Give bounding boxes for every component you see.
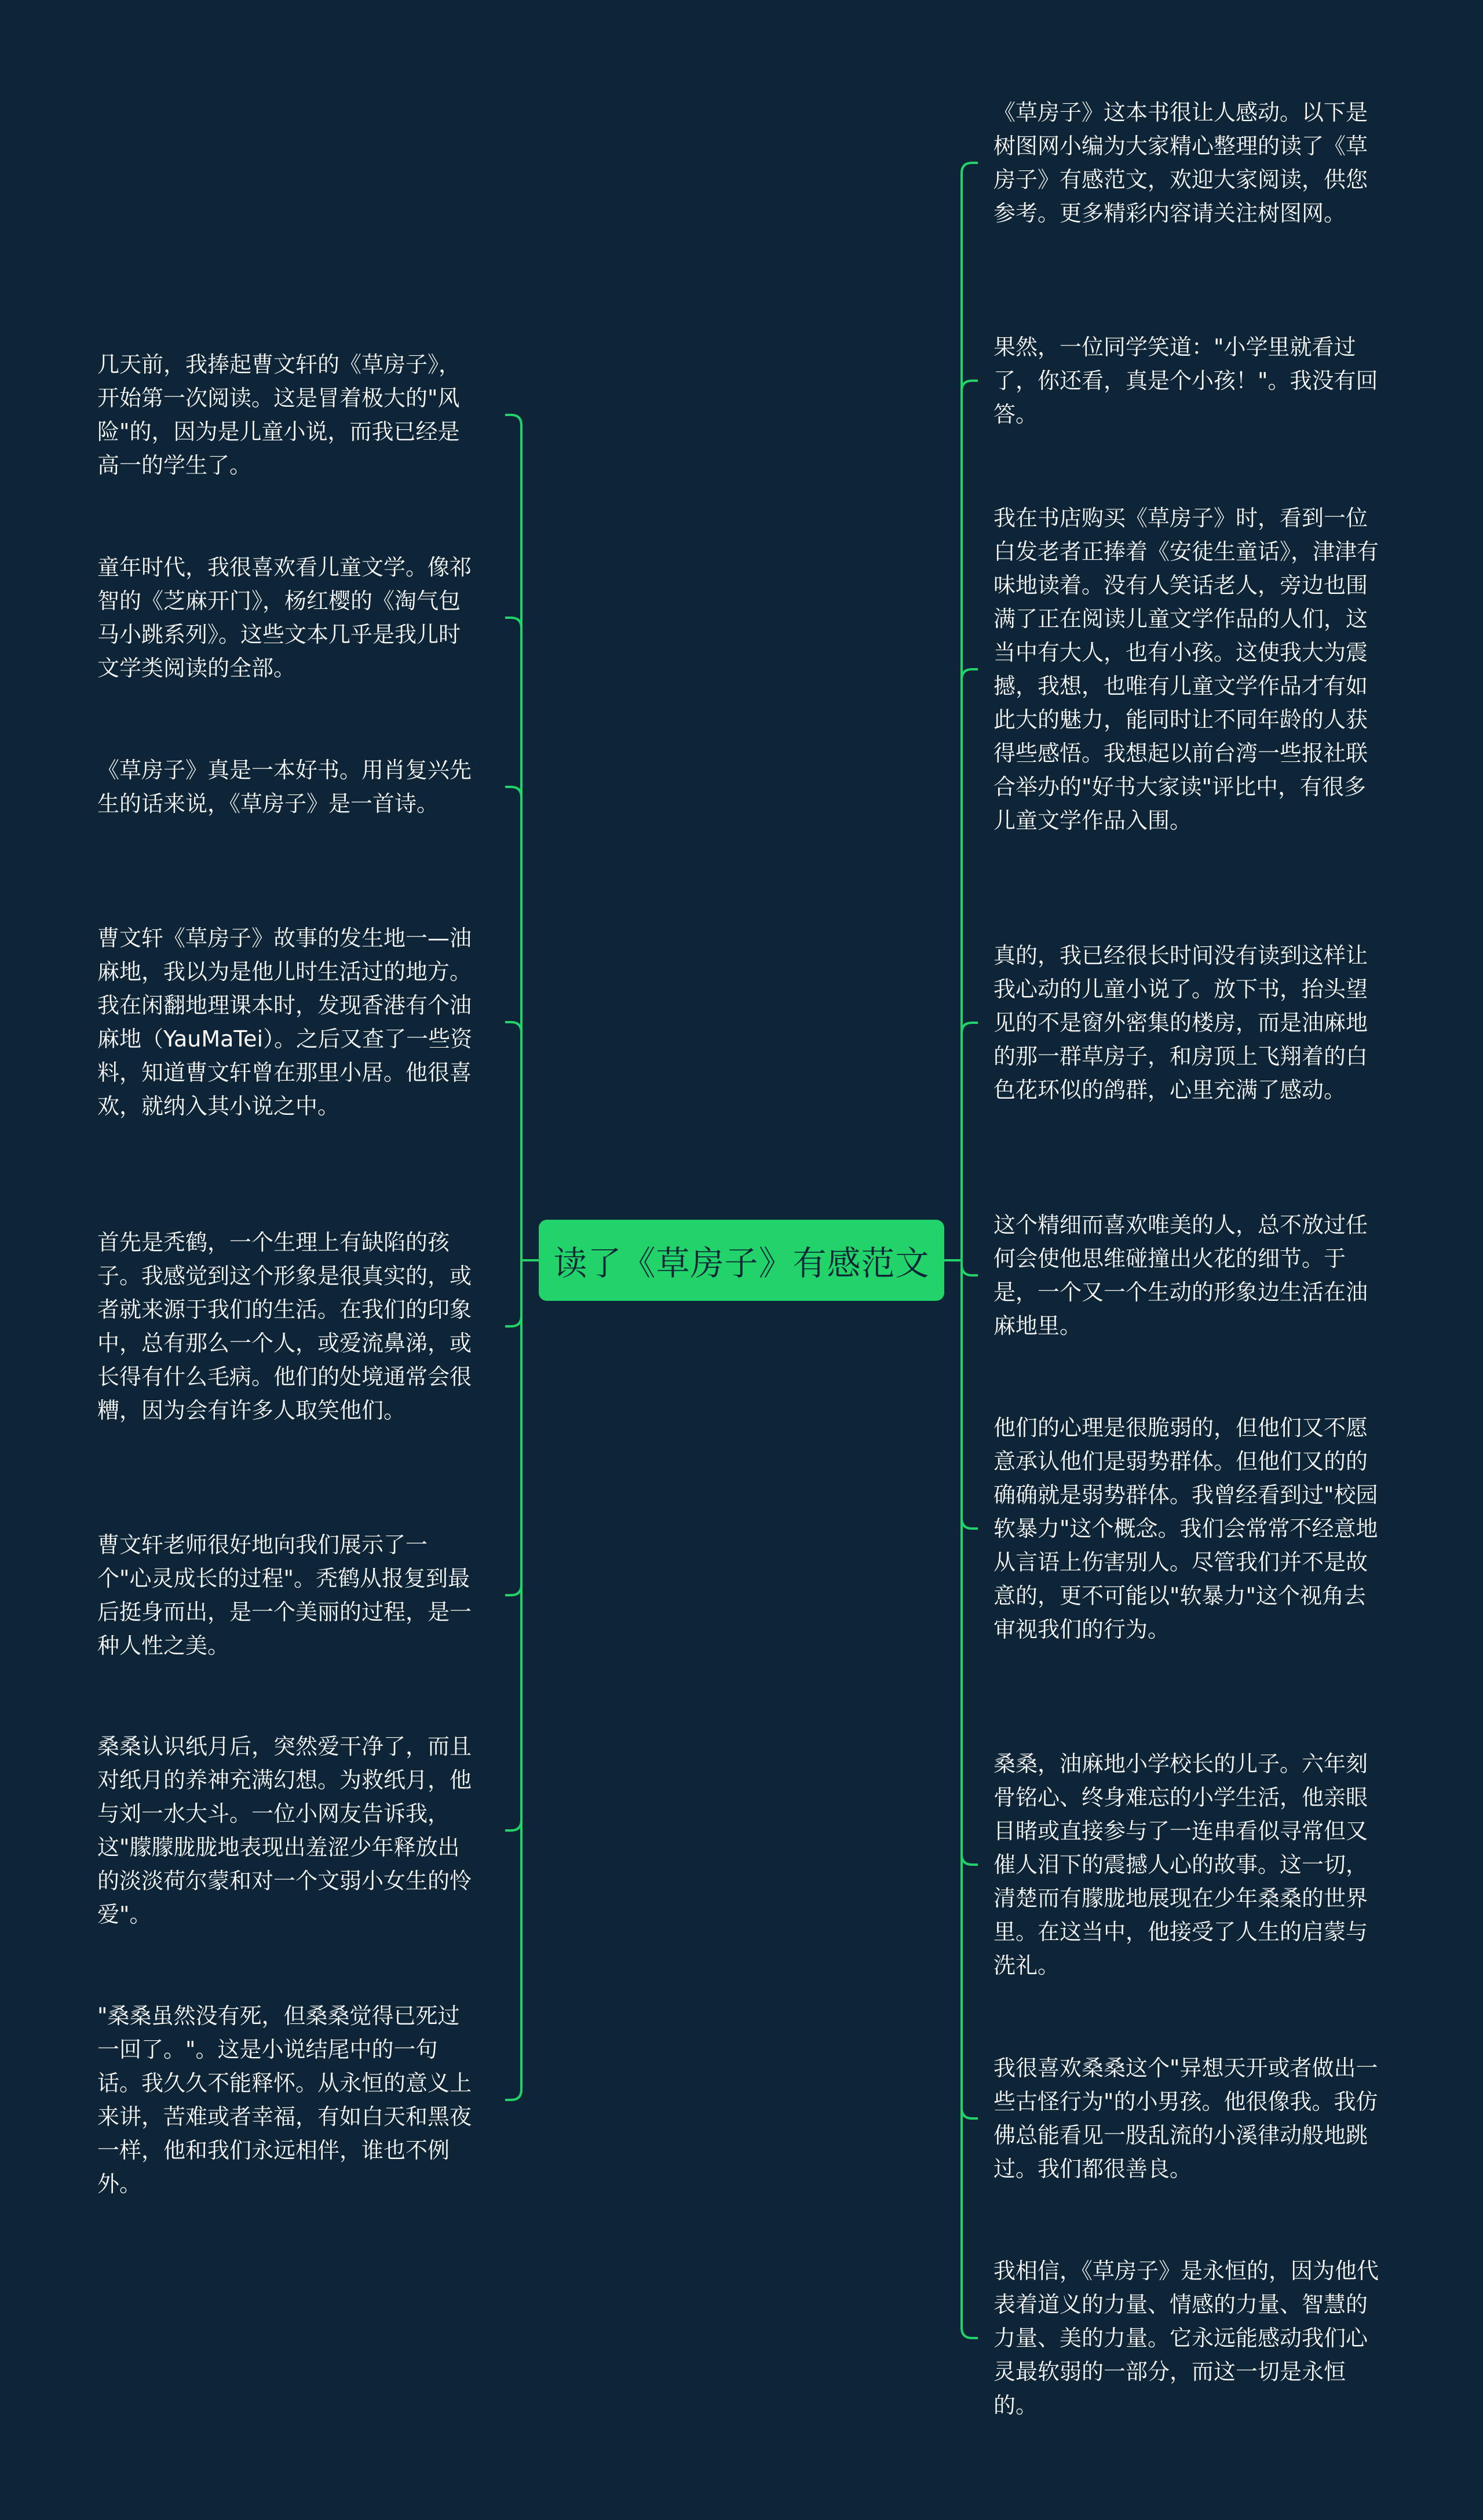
left-branch-5: [505, 1260, 521, 1326]
right-branch-2: [962, 381, 978, 1260]
left-branch-7: [505, 1260, 521, 1830]
right-node-5[interactable]: 这个精细而喜欢唯美的人，总不放过任何会使他思维碰撞出火花的细节。于是，一个又一个生动的形象边生活在油麻地里。: [993, 1212, 1368, 1339]
right-branch-6: [962, 1260, 978, 1529]
right-node-9[interactable]: 我相信，《草房子》是永恒的，因为他代表着道义的力量、情感的力量、智慧的力量、美的力量。它永远能感动我们心灵最软弱的一部分，而这一切是永恒的。: [993, 2258, 1379, 2418]
right-node-6[interactable]: 他们的心理是很脆弱的，但他们又不愿意承认他们是弱势群体。但他们又的的确确就是弱势群体。我曾经看到过"校园软暴力"这个概念。我们会常常不经意地从言语上伤害别人。尽管我们并不是故意的，更不可能以"软暴力"这个视角去审视我们的行为。: [993, 1415, 1378, 1642]
left-branch-1: [505, 415, 521, 1260]
right-node-1[interactable]: 《草房子》这本书很让人感动。以下是树图网小编为大家精心整理的读了《草房子》有感范文，欢迎大家阅读，供您参考。更多精彩内容请关注树图网。: [993, 100, 1368, 226]
right-node-7[interactable]: 桑桑，油麻地小学校长的儿子。六年刻骨铭心、终身难忘的小学生活，他亲眼目睹或直接参与了一连串看似寻常但又催人泪下的震撼人心的故事。这一切，清楚而有朦胧地展现在少年桑桑的世界里。在这当中，他接受了人生的启蒙与洗礼。: [993, 1751, 1368, 1978]
left-branch-8: [505, 1260, 521, 2100]
right-node-3[interactable]: 我在书店购买《草房子》时，看到一位白发老者正捧着《安徒生童话》，津津有味地读着。没有人笑话老人，旁边也围满了正在阅读儿童文学作品的人们，这当中有大人，也有小孩。这使我大为震撼，我想，也唯有儿童文学作品才有如此大的魅力，能同时让不同年龄的人获得些感悟。我想起以前台湾一些报社联合举办的"好书大家读"评比中，有很多儿童文学作品入围。: [993, 505, 1379, 833]
left-node-3[interactable]: 《草房子》真是一本好书。用肖复兴先生的话来说，《草房子》是一首诗。: [97, 757, 472, 816]
right-branch-1: [962, 163, 978, 1260]
right-branch-5: [962, 1260, 978, 1275]
left-branch-4: [505, 1022, 521, 1260]
left-node-5[interactable]: 首先是秃鹤，一个生理上有缺陷的孩子。我感觉到这个形象是很真实的，或者就来源于我们的生活。在我们的印象中，总有那么一个人，或爱流鼻涕，或长得有什么毛病。他们的处境通常会很糟，因为会有许多人取笑他们。: [97, 1230, 472, 1423]
right-branch-4: [962, 1023, 978, 1260]
right-branch-7: [962, 1260, 978, 1865]
right-branch-3: [962, 669, 978, 1260]
right-node-2[interactable]: 果然，一位同学笑道："小学里就看过了，你还看，真是个小孩！"。我没有回答。: [993, 334, 1378, 427]
left-node-8[interactable]: "桑桑虽然没有死，但桑桑觉得已死过一回了。"。这是小说结尾中的一句话。我久久不能释怀。从永恒的意义上来讲，苦难或者幸福，有如白天和黑夜一样，他和我们永远相伴，谁也不例外。: [97, 2003, 472, 2197]
left-node-6[interactable]: 曹文轩老师很好地向我们展示了一个"心灵成长的过程"。秃鹤从报复到最后挺身而出，是一个美丽的过程，是一种人性之美。: [97, 1532, 472, 1658]
right-node-4[interactable]: 真的，我已经很长时间没有读到这样让我心动的儿童小说了。放下书，抬头望见的不是窗外密集的楼房，而是油麻地的那一群草房子，和房顶上飞翔着的白色花环似的鸽群，心里充满了感动。: [993, 943, 1368, 1103]
left-node-1[interactable]: 几天前，我捧起曹文轩的《草房子》，开始第一次阅读。这是冒着极大的"风险"的，因为是儿童小说，而我已经是高一的学生了。: [97, 352, 461, 478]
left-branch-6: [505, 1260, 521, 1595]
right-branch-9: [962, 1260, 978, 2338]
left-node-2[interactable]: 童年时代，我很喜欢看儿童文学。像祁智的《芝麻开门》，杨红樱的《淘气包马小跳系列》。这些文本几乎是我儿时文学类阅读的全部。: [97, 555, 472, 681]
left-branch-2: [505, 618, 521, 1260]
left-node-7[interactable]: 桑桑认识纸月后，突然爱干净了，而且对纸月的养神充满幻想。为救纸月，他与刘一水大斗。一位小网友告诉我，这"朦朦胧胧地表现出羞涩少年释放出的淡淡荷尔蒙和对一个文弱小女生的怜爱"。: [97, 1734, 472, 1927]
left-node-4[interactable]: 曹文轩《草房子》故事的发生地一—油麻地，我以为是他儿时生活过的地方。我在闲翻地理课本时，发现香港有个油麻地（YauMaTei）。之后又查了一些资料，知道曹文轩曾在那里小居。他很喜欢，就纳入其小说之中。: [97, 925, 473, 1119]
central-topic[interactable]: 读了《草房子》有感范文: [539, 1220, 944, 1301]
right-branch-8: [962, 1260, 978, 2118]
right-node-8[interactable]: 我很喜欢桑桑这个"异想天开或者做出一些古怪行为"的小男孩。他很像我。我仿佛总能看见一股乱流的小溪律动般地跳过。我们都很善良。: [993, 2055, 1378, 2182]
